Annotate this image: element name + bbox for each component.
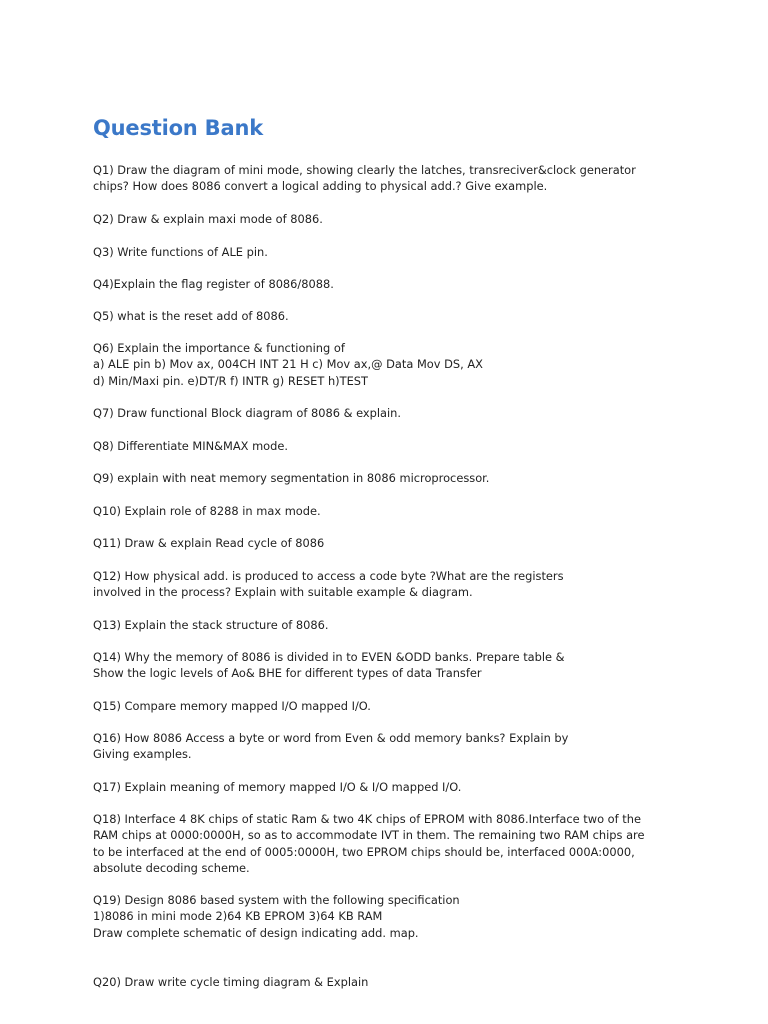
question-20 [93, 974, 368, 990]
question-line: Show the logic levels of Ao& BHE for different types of data Transfer [93, 666, 482, 681]
question-8 [93, 438, 288, 454]
question-14 [93, 649, 565, 682]
question-7 [93, 405, 401, 421]
question-line: Q10) Explain role of 8288 in max mode. [93, 504, 321, 518]
question-16 [93, 730, 568, 763]
page-title: Question Bank [93, 116, 263, 140]
question-line: RAM chips at 0000:0000H, so as to accommodate IVT in them. The remaining two RAM chips are [93, 828, 645, 843]
question-18 [93, 811, 645, 876]
question-line: Q3) Write functions of ALE pin. [93, 245, 268, 259]
question-2 [93, 211, 323, 227]
question-5 [93, 308, 289, 324]
question-4 [93, 276, 334, 292]
question-line: Q4)Explain the flag register of 8086/8088. [93, 277, 334, 291]
question-3 [93, 244, 268, 260]
question-line: Q13) Explain the stack structure of 8086. [93, 618, 329, 632]
question-line: chips? How does 8086 convert a logical adding to physical add.? Give example. [93, 179, 548, 194]
question-line: to be interfaced at the end of 0005:0000H, two EPROM chips should be, interfaced 000A:0000, [93, 844, 635, 859]
question-line: Q12) How physical add. is produced to access a code byte ?What are the registers [93, 569, 564, 583]
question-line: Q2) Draw & explain maxi mode of 8086. [93, 212, 323, 226]
question-line: Q11) Draw & explain Read cycle of 8086 [93, 536, 325, 550]
question-line: Q9) explain with neat memory segmentation in 8086 microprocessor. [93, 471, 490, 485]
question-line: Draw complete schematic of design indicating add. map. [93, 925, 419, 940]
question-line: Q17) Explain meaning of memory mapped I/O & I/O mapped I/O. [93, 780, 462, 794]
question-11 [93, 535, 324, 551]
question-line: involved in the process? Explain with suitable example & diagram. [93, 585, 473, 600]
question-line: Q7) Draw functional Block diagram of 8086 & explain. [93, 406, 401, 420]
question-line: Q20) Draw write cycle timing diagram & Explain [93, 975, 369, 989]
question-12 [93, 568, 564, 601]
question-line: Q8) Differentiate MIN&MAX mode. [93, 439, 288, 453]
question-line: Q6) Explain the importance & functioning of [93, 341, 345, 355]
question-10 [93, 503, 321, 519]
question-13 [93, 617, 329, 633]
question-line: Q18) Interface 4 8K chips of static Ram & two 4K chips of EPROM with 8086.Interface two of the [93, 812, 641, 826]
question-line: Q15) Compare memory mapped I/O mapped I/O. [93, 699, 371, 713]
question-line: Q1) Draw the diagram of mini mode, showing clearly the latches, transreciver&clock generator [93, 163, 636, 177]
question-15 [93, 698, 371, 714]
question-1 [93, 162, 636, 195]
question-line: Q5) what is the reset add of 8086. [93, 309, 289, 323]
question-6 [93, 340, 483, 389]
question-17 [93, 779, 461, 795]
question-line: d) Min/Maxi pin. e)DT/R f) INTR g) RESET h)TEST [93, 373, 368, 388]
question-9 [93, 470, 489, 486]
question-line: Q14) Why the memory of 8086 is divided in to EVEN &ODD banks. Prepare table & [93, 650, 565, 664]
question-line: a) ALE pin b) Mov ax, 004CH INT 21 H c) Mov ax,@ Data Mov DS, AX [93, 357, 483, 372]
question-line: Giving examples. [93, 747, 192, 762]
question-line: absolute decoding scheme. [93, 860, 250, 875]
question-line: Q19) Design 8086 based system with the following specification [93, 893, 460, 907]
question-19 [93, 892, 460, 941]
question-line: 1)8086 in mini mode 2)64 KB EPROM 3)64 KB RAM [93, 909, 383, 924]
question-line: Q16) How 8086 Access a byte or word from Even & odd memory banks? Explain by [93, 731, 569, 745]
